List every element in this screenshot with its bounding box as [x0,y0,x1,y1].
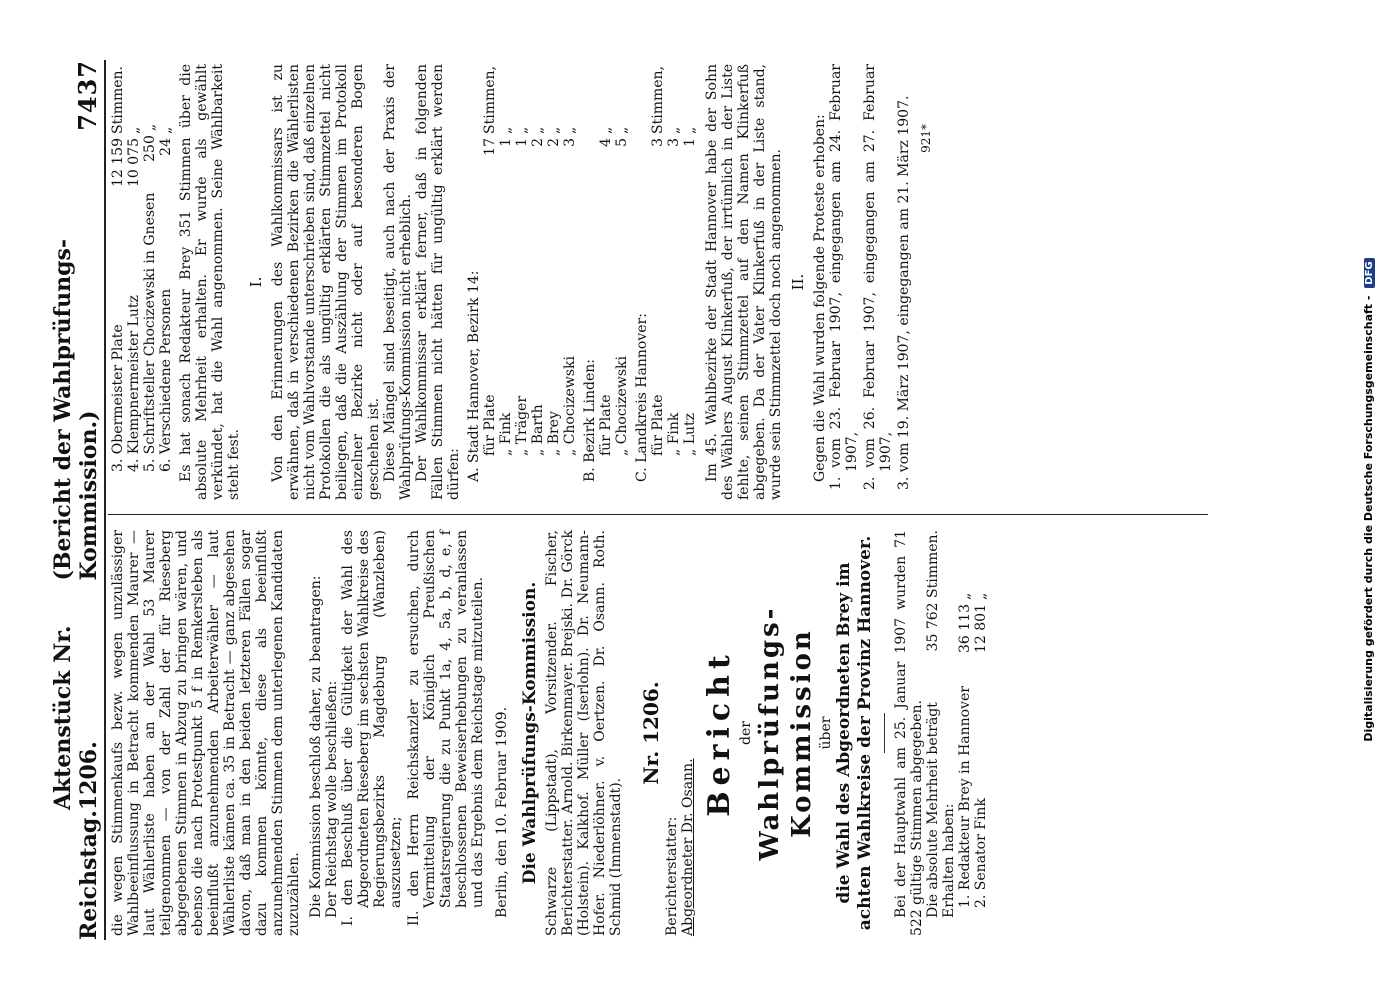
vote-row [614,64,630,500]
vote-label: „ Chocizewski [614,356,630,456]
vote-row [514,64,530,500]
header-right: (Bericht der Wahlprüfungs-Kommission.) [50,239,102,581]
majority-row [925,530,941,936]
vote-unit: „ [142,123,158,132]
vote-row [682,64,698,500]
paragraph-wahlkommissar: Der Wahlkommissar erklärt ferner, daß in folgenden Fällen Stimmen nicht hätten für ungültig erklärt werden dürfen: [414,64,462,500]
vote-row [973,530,989,936]
report-title: Bericht [702,649,737,817]
vote-count: 3 [562,138,578,147]
vote-unit: Stimmen, [482,66,498,134]
paragraph-klinkerfuss: Im 45. Wahlbezirke der Stadt Hannover habe der Sohn des Wählers August Klinkerfuß, der irrtümlich in der Liste fehlte, seinen Stimmzettel auf den Namen Klinkerfuß abgegeben. Da der Vater Klinkerfuß in der Liste stand, wurde sein Stimmzettel doch noch angenommen. [704,64,784,500]
section-roman-1: I. [247,276,265,288]
vote-label: für Plate [650,394,666,456]
vote-count: 12 159 [110,138,126,187]
vote-label: 1. Redakteur Brey in Hannover [957,686,973,908]
paragraph-erinnerungen: Von den Erinnerungen des Wahlkommissars ist zu erwähnen, daß in verschiedenen Bezirken die Wählerlisten nicht vom Wahlvorstande unterschrieben sind, daß einzelnen Protokollen die als ungültig erklärten Stimmzettel nicht beiliegen, daß die Auszählung der Stimmen im Protokoll einzelner Bezirke nicht oder auf besonderen Bogen geschehen ist. [270,64,382,500]
vote-label: „ Brey [546,411,562,456]
commission-title: Die Wahlprüfungs-Kommission. [520,581,540,885]
vote-label: „ Chocizewski [562,356,578,456]
vote-row [957,530,973,936]
vote-unit: „ [666,126,682,134]
header-left: Reichstag. [76,810,102,940]
protest-item: 2. vom 26. Februar 1907, eingegangen am 27. Februar 1907, [862,64,894,490]
reporter-label: Berichterstatter: [664,816,680,936]
vote-count: 10 075 [126,138,142,187]
result-intro: Bei der Hauptwahl am 25. Januar 1907 wurden 71 522 gültige Stimmen abgegeben. [893,530,925,936]
vote-row [142,64,158,500]
resolution-item-1: I. den Beschluß über die Gültigkeit der Wahl des Abgeordneten Rieseberg im sechsten Wahlkreise des Regierungsbezirks Magdeburg (Wanzleben) auszusetzen; [340,530,404,926]
vote-row [546,64,562,500]
right-column [110,64,1210,500]
vote-unit: „ [957,592,973,600]
short-rule [884,713,885,753]
vote-row [530,64,546,500]
vote-count: 36 113 [957,604,973,653]
section-a-heading: A. Stadt Hannover, Bezirk 14: [466,270,482,482]
vote-count: 3 [650,138,666,147]
column-divider [108,514,1208,515]
protest-item: 3. vom 19. März 1907, eingegangen am 21. März 1907. [896,95,912,490]
left-column [110,530,989,936]
digitization-note [1362,0,1380,1000]
vote-count: 5 [614,138,630,147]
vote-unit: „ [598,126,614,134]
vote-row [598,64,614,500]
vote-count: 2 [530,138,546,147]
vote-label: „ Barth [530,404,546,456]
commission-big-title: Wahlprüfungs-Kommission [755,605,817,861]
vote-unit: Stimmen. [110,66,126,134]
vote-count: 250 [142,135,158,162]
vote-unit: „ [614,126,630,134]
vote-label: „ Träger [514,395,530,456]
section-b-heading: B. Bezirk Linden: [582,358,598,482]
vote-label: für Plate [482,394,498,456]
vote-row [158,64,174,500]
vote-label: 6. Verschiedene Personen [158,288,174,472]
vote-label: 5. Schriftsteller Chocizewski in Gnesen [142,192,158,472]
vote-row [482,64,498,500]
election-title: die Wahl des Abgeordneten Brey im achten Wahlkreise der Provinz Hannover. [834,535,875,931]
vote-row [650,64,666,500]
vote-count: 1 [514,138,530,147]
vote-row [126,64,142,500]
vote-unit: „ [682,126,698,134]
vote-unit: Stimmen, [650,66,666,134]
digitization-text: Digitalisierung gefördert durch die Deutsche Forschungsgemeinschaft - [1362,295,1375,742]
resolution-sub: Der Reichstag wolle beschließen: [324,680,340,918]
majority-value: 35 762 Stimmen. [925,530,941,652]
vote-count: 1 [498,138,514,147]
vote-label: für Plate [598,394,614,456]
vote-label: „ Lutz [682,412,698,456]
intro-paragraph: die wegen Stimmenkaufs bezw. wegen unzulässiger Wahlbeeinflussung in Betracht kommenden Maurer — laut Wählerliste haben an der Wahl 53 Maurer teilgenommen — von der Zahl der für Riesеberg abgegebenen Stimmen in Abzug zu bringen wären, und ebenso die nach Protestpunkt 5 f in Remkersleben als beeinflußt anzunehmenden Arbeiterwähler — laut Wählerliste kämen ca. 35 in Betracht — ganz abgesehen davon, daß man in den beiden letzteren Fällen sogar dazu kommen könnte, diese als beeinflußt anzunehmenden Stimmen dem unterlegenen Kandidaten zuzuzählen. [110,530,302,936]
vote-row [110,64,126,500]
vote-count: 12 801 [973,604,989,653]
section-c-heading: C. Landkreis Hannover: [634,313,650,482]
summary-paragraph: Es hat sonach Redakteur Brey 351 Stimmen über die absolute Mehrheit erhalten. Er wurde als gewählt verkündet, hat die Wahl angenommen. Seine Wählbarkeit steht fest. [178,64,242,500]
sheet-mark: 921* [919,124,933,153]
paragraph-maengel: Diese Mängel sind beseitigt, auch nach der Praxis der Wahlprüfungs-Kommission nicht erheblich. [382,64,414,500]
dfg-logo-icon: DFG [1364,258,1375,287]
vote-unit: „ [530,126,546,134]
protest-item: 1. vom 23. Februar 1907, eingegangen am 24. Februar 1907, [828,64,860,490]
vote-count: 24 [158,138,174,156]
vote-label: 4. Klempnermeister Lutz [126,295,142,472]
vote-unit: „ [546,126,562,134]
vote-count: 4 [598,138,614,147]
received-label: Erhalten haben: [941,803,957,918]
page-header [50,60,102,940]
vote-label: „ Fink [666,412,682,456]
vote-unit: „ [973,592,989,600]
vote-count: 2 [546,138,562,147]
vote-label: 2. Senator Fink [973,798,989,908]
vote-count: 3 [666,138,682,147]
ueber-word: über [818,716,834,750]
date-line: Berlin, den 10. Februar 1909. [494,706,510,918]
protest-intro: Gegen die Wahl wurden folgende Proteste erhoben: [812,114,828,482]
section-roman-2: II. [789,273,807,291]
majority-label: Die absolute Mehrheit beträgt [925,702,941,918]
document-number: Nr. 1206. [639,681,663,785]
vote-unit: „ [514,126,530,134]
page-number: 7437 [73,60,102,131]
vote-unit: „ [498,126,514,134]
der-word: der [738,721,754,745]
vote-unit: „ [158,126,174,134]
vote-row [666,64,682,500]
vote-count: 1 [682,138,698,147]
vote-label: 3. Obermeister Plate [110,324,126,472]
vote-unit: „ [126,126,142,134]
header-middle: Aktenstück Nr. 1206. [50,625,102,811]
vote-row [498,64,514,500]
resolution-item-2: II. den Herrn Reichskanzler zu ersuchen, durch Vermittelung der Königlich Preußischen Staatsregierung die zu Punkt 1a, 4, 5a, b, d, e, f beschlossenen Beweiserhebungen zu veranlassen und das Ergebnis dem Reichstage mitzuteilen. [406,530,486,926]
vote-row [562,64,578,500]
header-rule [104,60,106,940]
vote-label: „ Fink [498,412,514,456]
vote-count: 17 [482,138,498,156]
vote-unit: „ [562,126,578,134]
resolution-intro: Die Kommission beschloß daher, zu beantragen: [308,575,324,918]
reporter-name: Abgeordneter Dr. Osann. [680,758,696,936]
commission-members: Schwarze (Lippstadt), Vorsitzender. Fischer, Berichterstatter. Arnold. Birkenmayer. Brejski. Dr. Görck (Holstein). Kalkhof. Müller (Iserlohn). Dr. Neumann-Hofer. Niederlöhner. v. Oertzen. Dr. Osann. Roth. Schmid (Immenstadt). [544,530,624,936]
